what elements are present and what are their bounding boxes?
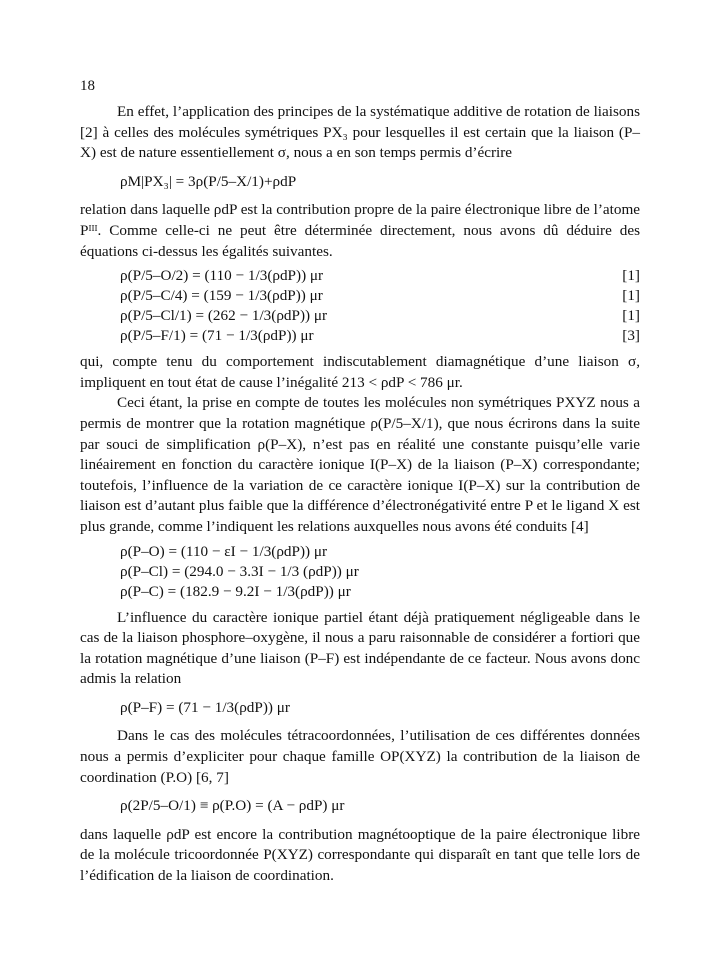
page-number: 18 [80,78,95,94]
equation-expression: ρ(P/5–O/2) = (110 − 1/3(ρdP)) μr [120,267,324,285]
equation-expression: ρ(P/5–C/4) = (159 − 1/3(ρdP)) μr [120,287,323,305]
equation-row [120,306,640,326]
equation-list-ionic-character [120,542,640,602]
equation-row: ρ(P–C) = (182.9 − 9.2I − 1/3(ρdP)) μr [120,582,351,600]
equation-reference: [1] [622,267,640,285]
equation-coordination-bond: ρ(2P/5–O/1) ≡ ρ(P.O) = (A − ρdP) μr [120,797,345,815]
equation-expression: ρ(P/5–F/1) = (71 − 1/3(ρdP)) μr [120,327,314,345]
equation-pf: ρ(P–F) = (71 − 1/3(ρdP)) μr [120,698,290,716]
equation-reference: [3] [622,327,640,345]
paragraph-7: dans laquelle ρdP est encore la contribution magnétooptique de la paire électronique libre de la molécule tricoordonnée P(XYZ) correspondante qui disparaît en tant que telle lors de l’édification de la liaison de coordination. [80,825,640,885]
equation-list-bond-contributions [120,266,640,346]
equation-reference: [1] [622,287,640,305]
paragraph-2: relation dans laquelle ρdP est la contribution propre de la paire électronique libre de l’atome Pᴵᴵᴵ. Comme celle-ci ne peut être déterminée directement, nous avons dû déduire des équations ci-dessus les égalités suivantes. [80,201,640,260]
paragraph-6: Dans le cas des molécules tétracoordonnées, l’utilisation de ces différentes données nous a permis d’expliciter pour chaque famille OP(XYZ) la contribution de la liaison de coordination (P.O) [6, 7] [80,727,640,786]
paragraph-4: Ceci étant, la prise en compte de toutes les molécules non symétriques PXYZ nous a permis de montrer que la rotation magnétique ρ(P/5–X/1), que nous écrirons dans la suite par souci de simplification ρ(P–X), n’est pas en réalité une constante puisqu’elle varie linéairement en fonction du caractère ionique I(P–X) de la liaison (P–X) correspondante; toutefois, l’influence de la variation de ce caractère ionique I(P–X) sur la contribution de liaison est d’autant plus faible que la différence d’électronégativité entre P et le ligand X est plus grande, comme l’indiquent les relations auxquelles nous avons été conduits [4] [80,394,640,535]
page-body [80,102,640,887]
paragraph-5: L’influence du caractère ionique partiel étant déjà pratiquement négligeable dans le cas de la liaison phosphore–oxygène, il nous a paru raisonnable de considérer a fortiori que la rotation magnétique d’une liaison (P–F) est indépendante de ce facteur. Nous avons donc admis la relation [80,608,640,688]
equation-rotation-px3: ρM|PX₃| = 3ρ(P/5–X/1)+ρdP [120,172,297,190]
paragraph-1: En effet, l’application des principes de la systématique additive de rotation de liaisons [2] à celles des molécules symétriques PX₃ pour lesquelles il est certain que la liaison (P–X) est de nature essentiellement σ, nous a en son temps permis d’écrire [80,103,640,162]
equation-row [120,326,640,346]
equation-row: ρ(P–O) = (110 − εI − 1/3(ρdP)) μr [120,542,328,560]
equation-row: ρ(P–Cl) = (294.0 − 3.3I − 1/3 (ρdP)) μr [120,562,359,580]
equation-row [120,286,640,306]
equation-expression: ρ(P/5–Cl/1) = (262 − 1/3(ρdP)) μr [120,307,328,325]
paragraph-3: qui, compte tenu du comportement indiscutablement diamagnétique d’une liaison σ, impliquent en tout état de cause l’inégalité 213 < ρdP < 786 μr. [80,353,640,391]
equation-reference: [1] [622,307,640,325]
equation-row [120,266,640,286]
